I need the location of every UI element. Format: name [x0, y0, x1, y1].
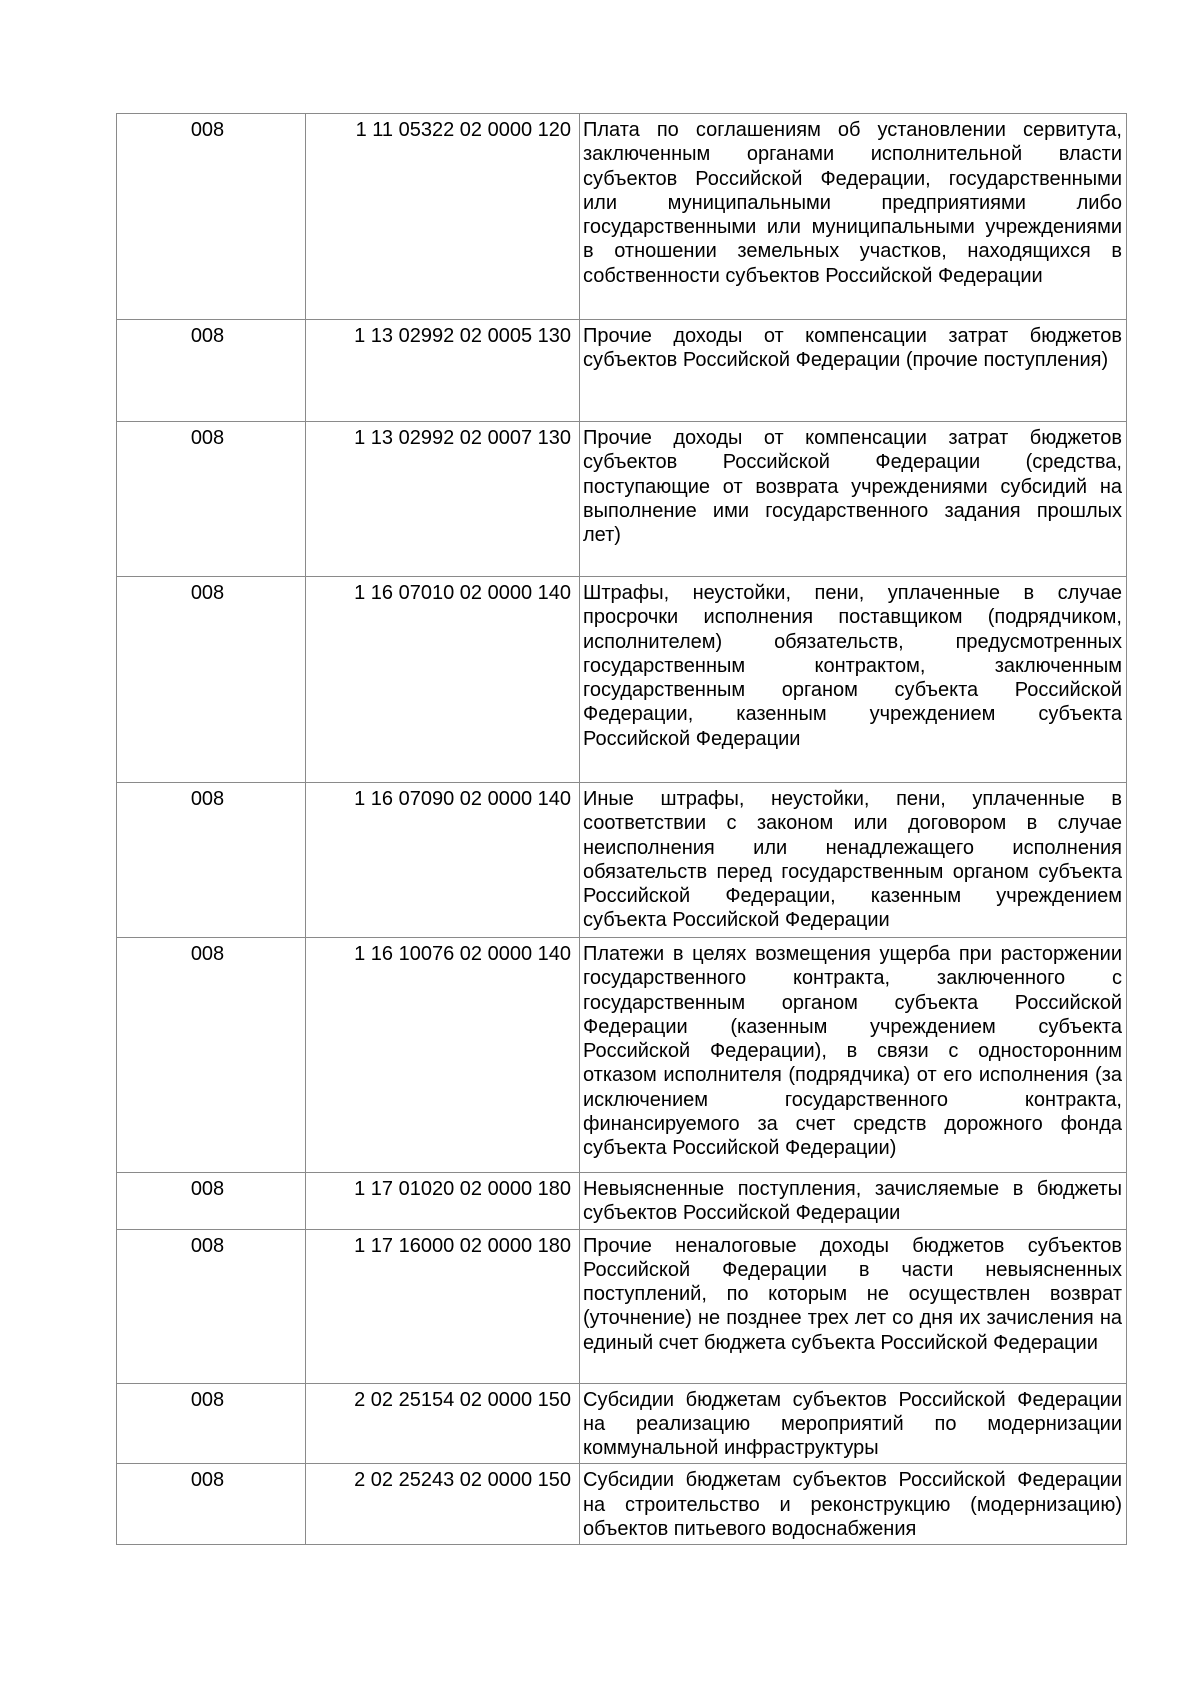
- revenue-name-cell: Штрафы, неустойки, пени, уплаченные в случае просрочки исполнения поставщиком (подрядчиком, исполнителем) обязательств, предусмотренных государственным контрактом, заключенным государственным органом субъекта Российской Федерации, казенным учреждением субъекта Российской Федерации: [580, 577, 1127, 783]
- table-row: [117, 783, 1127, 938]
- revenue-code-cell: 1 16 10076 02 0000 140: [306, 938, 580, 1173]
- admin-code-cell: 008: [117, 1464, 306, 1545]
- revenue-code-cell: 1 16 07090 02 0000 140: [306, 783, 580, 938]
- revenue-code-cell: 1 13 02992 02 0007 130: [306, 422, 580, 577]
- admin-code-cell: 008: [117, 114, 306, 320]
- revenue-name-cell: Прочие неналоговые доходы бюджетов субъектов Российской Федерации в части невыясненных поступлений, по которым не осуществлен возврат (уточнение) не позднее трех лет со дня их зачисления на единый счет бюджета субъекта Российской Федерации: [580, 1229, 1127, 1383]
- table-row: [117, 114, 1127, 320]
- revenue-code-cell: 1 13 02992 02 0005 130: [306, 320, 580, 422]
- revenue-name-cell: Прочие доходы от компенсации затрат бюджетов субъектов Российской Федерации (средства, поступающие от возврата учреждениями субсидий на выполнение ими государственного задания прошлых лет): [580, 422, 1127, 577]
- admin-code-cell: 008: [117, 577, 306, 783]
- revenue-name-cell: Невыясненные поступления, зачисляемые в бюджеты субъектов Российской Федерации: [580, 1173, 1127, 1230]
- admin-code-cell: 008: [117, 1173, 306, 1230]
- table-row: [117, 938, 1127, 1173]
- admin-code-cell: 008: [117, 1229, 306, 1383]
- admin-code-cell: 008: [117, 1383, 306, 1464]
- table-row: [117, 1383, 1127, 1464]
- table-row: [117, 1464, 1127, 1545]
- revenue-name-cell: Плата по соглашениям об установлении сервитута, заключенным органами исполнительной власти субъектов Российской Федерации, государственными или муниципальными предприятиями либо государственными или муниципальными учреждениями в отношении земельных участков, находящихся в собственности субъектов Российской Федерации: [580, 114, 1127, 320]
- revenue-code-cell: 1 17 01020 02 0000 180: [306, 1173, 580, 1230]
- admin-code-cell: 008: [117, 320, 306, 422]
- revenue-code-cell: 2 02 25243 02 0000 150: [306, 1464, 580, 1545]
- admin-code-cell: 008: [117, 422, 306, 577]
- revenue-name-cell: Субсидии бюджетам субъектов Российской Федерации на строительство и реконструкцию (модернизацию) объектов питьевого водоснабжения: [580, 1464, 1127, 1545]
- revenue-name-cell: Прочие доходы от компенсации затрат бюджетов субъектов Российской Федерации (прочие поступления): [580, 320, 1127, 422]
- table-row: [117, 1173, 1127, 1230]
- table-row: [117, 1229, 1127, 1383]
- revenue-codes-table: [116, 113, 1127, 1545]
- revenue-code-cell: 1 11 05322 02 0000 120: [306, 114, 580, 320]
- revenue-code-cell: 1 16 07010 02 0000 140: [306, 577, 580, 783]
- admin-code-cell: 008: [117, 783, 306, 938]
- revenue-name-cell: Иные штрафы, неустойки, пени, уплаченные в соответствии с законом или договором в случае неисполнения или ненадлежащего исполнения обязательств перед государственным органом субъекта Российской Федерации, казенным учреждением субъекта Российской Федерации: [580, 783, 1127, 938]
- table-row: [117, 320, 1127, 422]
- revenue-code-cell: 2 02 25154 02 0000 150: [306, 1383, 580, 1464]
- revenue-name-cell: Субсидии бюджетам субъектов Российской Федерации на реализацию мероприятий по модернизации коммунальной инфраструктуры: [580, 1383, 1127, 1464]
- revenue-name-cell: Платежи в целях возмещения ущерба при расторжении государственного контракта, заключенного с государственным органом субъекта Российской Федерации (казенным учреждением субъекта Российской Федерации), в связи с односторонним отказом исполнителя (подрядчика) от его исполнения (за исключением государственного контракта, финансируемого за счет средств дорожного фонда субъекта Российской Федерации): [580, 938, 1127, 1173]
- revenue-code-cell: 1 17 16000 02 0000 180: [306, 1229, 580, 1383]
- table-row: [117, 577, 1127, 783]
- table-row: [117, 422, 1127, 577]
- admin-code-cell: 008: [117, 938, 306, 1173]
